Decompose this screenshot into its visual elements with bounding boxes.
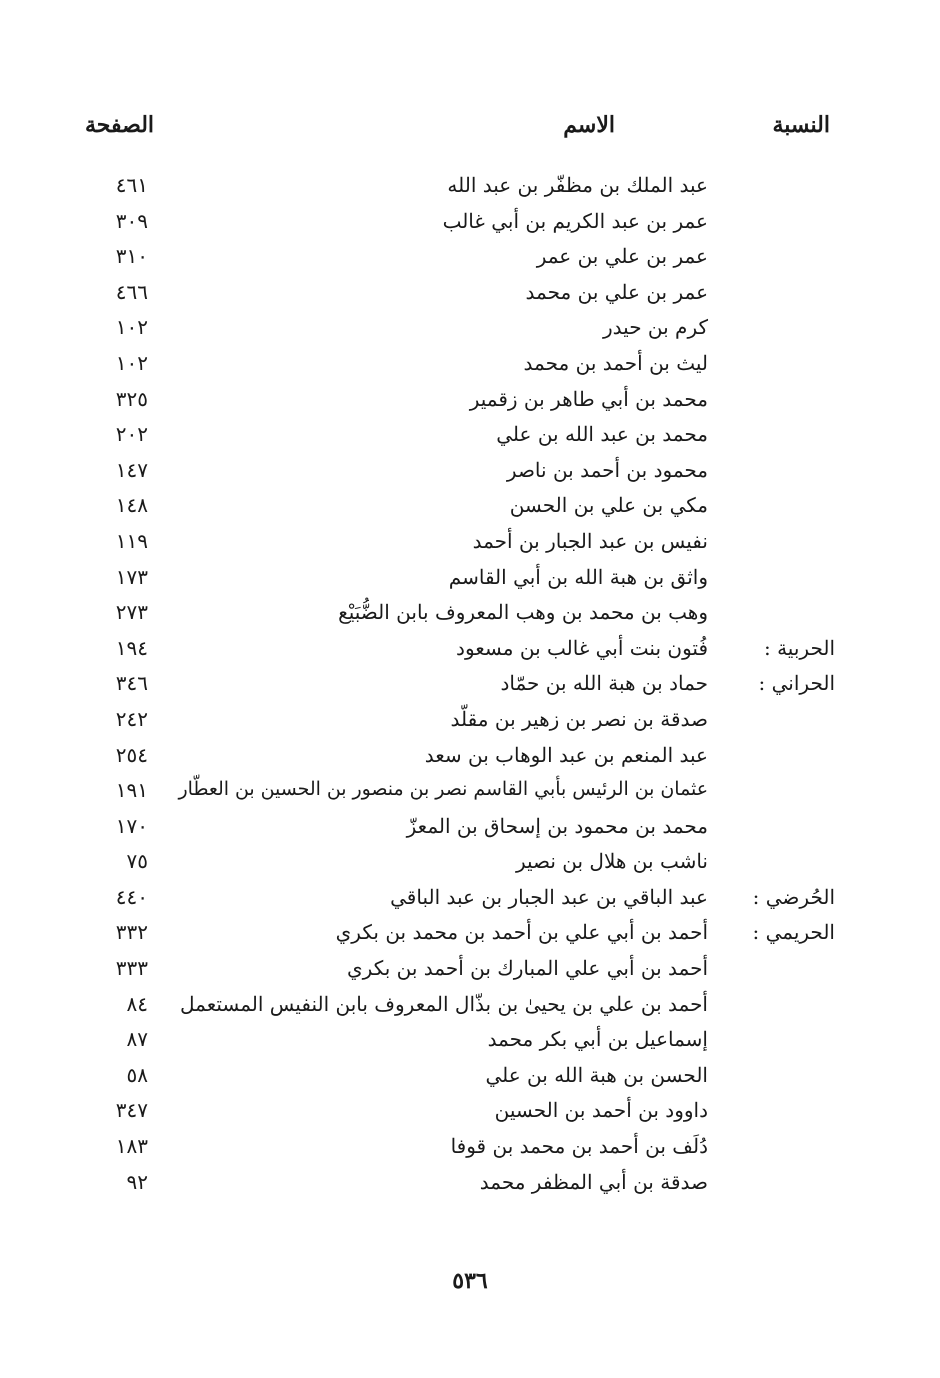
row-name: عبد الملك بن مظفّر بن عبد الله bbox=[447, 173, 708, 197]
row-page: ٩٢ bbox=[126, 1169, 148, 1194]
row-page: ٣٢٥ bbox=[115, 386, 148, 411]
table-row bbox=[0, 1096, 940, 1132]
table-row bbox=[0, 385, 940, 421]
table-row bbox=[0, 349, 940, 385]
row-page: ٣٠٩ bbox=[115, 208, 148, 233]
row-page: ٢٠٢ bbox=[115, 422, 148, 447]
table-header bbox=[70, 112, 860, 152]
row-page: ٢٥٤ bbox=[115, 742, 148, 767]
row-name: عبد الباقي بن عبد الجبار بن عبد الباقي bbox=[390, 884, 708, 909]
row-page: ١٠٢ bbox=[115, 315, 148, 340]
table-row bbox=[0, 313, 940, 349]
row-name: دُلَف بن أحمد بن محمد بن قوفا bbox=[450, 1134, 708, 1159]
row-nisba: الحراني : bbox=[758, 671, 835, 696]
row-page: ٤٦٦ bbox=[115, 279, 148, 304]
row-name: عثمان بن الرئيس بأبي القاسم نصر بن منصور بن الحسين بن العطّار bbox=[178, 778, 708, 801]
table-row bbox=[0, 1132, 940, 1168]
row-page: ١٩١ bbox=[115, 778, 148, 803]
row-page: ٤٦١ bbox=[115, 173, 148, 197]
row-name: ناشب بن هلال بن نصير bbox=[515, 849, 708, 874]
row-page: ١٧٠ bbox=[115, 813, 148, 838]
row-name: ليث بن أحمد بن محمد bbox=[523, 350, 708, 375]
table-row bbox=[0, 847, 940, 883]
row-name: كرم بن حيدر bbox=[603, 315, 708, 340]
row-page: ١٤٨ bbox=[115, 493, 148, 518]
row-page: ٣١٠ bbox=[115, 244, 148, 269]
row-name: مكي بن علي بن الحسن bbox=[509, 493, 708, 518]
table-row bbox=[0, 1025, 940, 1061]
header-nisba: النسبة bbox=[772, 112, 830, 138]
row-page: ١٩٤ bbox=[115, 635, 148, 660]
table-row bbox=[0, 812, 940, 848]
row-name: داوود بن أحمد بن الحسين bbox=[494, 1098, 708, 1123]
row-page: ١١٩ bbox=[115, 528, 148, 553]
table-row bbox=[0, 1168, 940, 1204]
row-name: محمد بن محمود بن إسحاق بن المعزّ bbox=[406, 813, 708, 838]
row-page: ١٧٣ bbox=[115, 564, 148, 589]
row-page: ٣٣٢ bbox=[115, 920, 148, 945]
table-row bbox=[0, 776, 940, 812]
table-row bbox=[0, 491, 940, 527]
row-name: إسماعيل بن أبي بكر محمد bbox=[487, 1027, 708, 1052]
header-name: الاسم bbox=[563, 112, 615, 138]
row-page: ٢٤٢ bbox=[115, 706, 148, 731]
table-row bbox=[0, 634, 940, 670]
row-page: ٤٤٠ bbox=[115, 884, 148, 909]
row-nisba: الحربية : bbox=[763, 635, 835, 660]
row-name: واثق بن هبة الله بن أبي القاسم bbox=[448, 564, 708, 589]
row-page: ٥٨ bbox=[126, 1062, 148, 1087]
table-row bbox=[0, 954, 940, 990]
row-name: نفيس بن عبد الجبار بن أحمد bbox=[472, 528, 708, 553]
table-row bbox=[0, 883, 940, 919]
row-name: صدقة بن أبي المظفر محمد bbox=[479, 1169, 708, 1194]
row-name: أحمد بن علي بن يحيىٰ بن بذّال المعروف بابن النفيس المستعمل bbox=[179, 991, 708, 1016]
row-page: ٧٥ bbox=[126, 849, 148, 874]
row-page: ٣٤٦ bbox=[115, 671, 148, 696]
row-page: ٣٤٧ bbox=[115, 1098, 148, 1123]
table-row bbox=[0, 527, 940, 563]
row-name: حماد بن هبة الله بن حمّاد bbox=[500, 671, 708, 696]
row-page: ١٤٧ bbox=[115, 457, 148, 482]
table-row bbox=[0, 598, 940, 634]
table-row bbox=[0, 990, 940, 1026]
row-name: محمد بن أبي طاهر بن زقمير bbox=[469, 386, 708, 411]
row-name: عبد المنعم بن عبد الوهاب بن سعد bbox=[424, 742, 708, 767]
row-page: ٨٤ bbox=[126, 991, 148, 1016]
header-page: الصفحة bbox=[85, 112, 155, 138]
table-row bbox=[0, 741, 940, 777]
table-row bbox=[0, 918, 940, 954]
row-name: عمر بن علي بن محمد bbox=[525, 279, 708, 304]
row-name: أحمد بن أبي علي بن أحمد بن محمد بن بكري bbox=[335, 920, 708, 945]
row-name: محمود بن أحمد بن ناصر bbox=[506, 457, 708, 482]
row-nisba: الحريمي : bbox=[752, 920, 835, 945]
row-name: عمر بن عبد الكريم بن أبي غالب bbox=[442, 208, 708, 233]
table-row bbox=[0, 171, 940, 207]
row-page: ٣٣٣ bbox=[115, 956, 148, 981]
row-nisba: الحُرضي : bbox=[752, 884, 835, 909]
row-page: ١٠٢ bbox=[115, 350, 148, 375]
row-name: الحسن بن هبة الله بن علي bbox=[485, 1062, 708, 1087]
row-name: أحمد بن أبي علي المبارك بن أحمد بن بكري bbox=[347, 956, 708, 981]
row-name: محمد بن عبد الله بن علي bbox=[496, 422, 708, 447]
table-row bbox=[0, 669, 940, 705]
table-row bbox=[0, 207, 940, 243]
row-name: فُتون بنت أبي غالب بن مسعود bbox=[456, 635, 708, 660]
table-row bbox=[0, 242, 940, 278]
table-row bbox=[0, 456, 940, 492]
index-table bbox=[0, 171, 940, 1203]
row-page: ٨٧ bbox=[126, 1027, 148, 1052]
table-row bbox=[0, 705, 940, 741]
row-name: صدقة بن نصر بن زهير بن مقلّد bbox=[450, 706, 708, 731]
row-name: وهب بن محمد بن وهب المعروف بابن الضُّبَيْع bbox=[338, 600, 708, 625]
table-row bbox=[0, 563, 940, 599]
row-page: ٢٧٣ bbox=[115, 600, 148, 625]
row-name: عمر بن علي بن عمر bbox=[536, 244, 708, 269]
page-number: ٥٣٦ bbox=[452, 1268, 488, 1294]
table-row bbox=[0, 278, 940, 314]
table-row bbox=[0, 420, 940, 456]
table-row bbox=[0, 1061, 940, 1097]
row-page: ١٨٣ bbox=[115, 1134, 148, 1159]
